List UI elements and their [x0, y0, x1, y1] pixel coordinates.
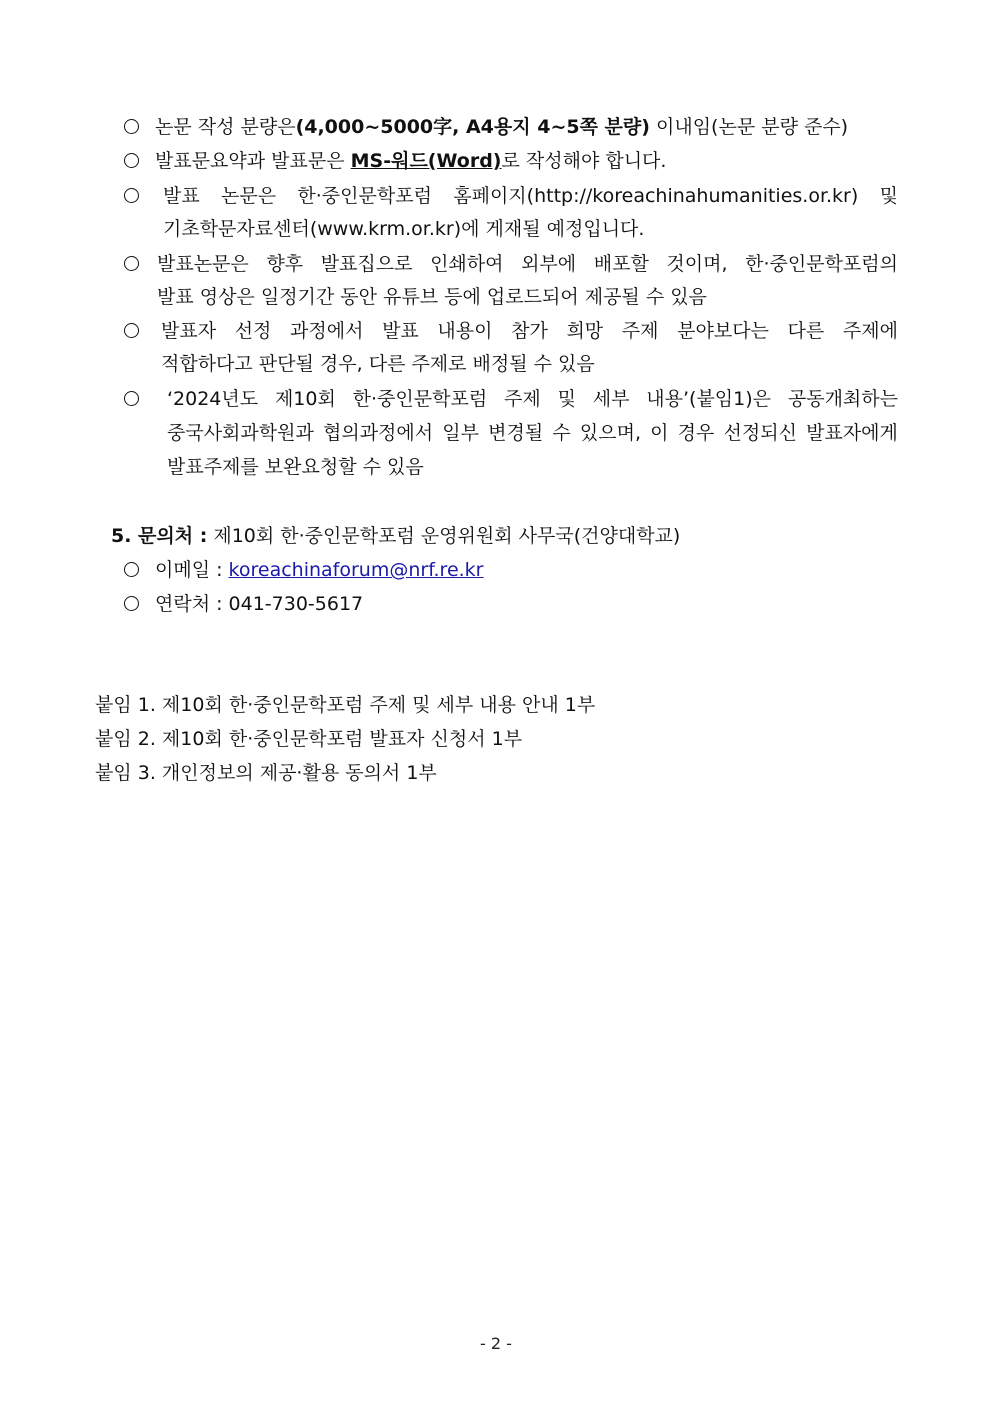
contact-email-row: 이메일 : koreachinaforum@nrf.re.kr	[0, 553, 992, 587]
note-item-length	[0, 110, 992, 144]
note-text-justified: 발표논문은 향후 발표집으로 인쇄하여 외부에 배포할 것이며, 한·중인문학포럼의	[157, 253, 898, 275]
contact-phone-row: 연락처 : 041-730-5617	[0, 587, 992, 621]
note-item-selection	[0, 314, 992, 348]
page-number: - 2 -	[480, 1334, 512, 1353]
circle-bullet-icon	[124, 562, 139, 577]
attachment-item: 붙임 3. 개인정보의 제공·활용 동의서 1부	[95, 762, 437, 784]
attachment-item: 붙임 2. 제10회 한·중인문학포럼 발표자 신청서 1부	[95, 728, 523, 750]
note-text-justified: 발표자 선정 과정에서 발표 내용이 참가 희망 주제 분야보다는 다른 주제에	[161, 320, 898, 342]
note-text: 논문 작성 분량은(4,000~5000字, A4용지 4~5쪽 분량) 이내임(논문 분량 준수)	[155, 116, 849, 138]
note-continuation	[0, 416, 992, 450]
note-continuation: 발표주제를 보완요청할 수 있음	[167, 456, 424, 478]
circle-bullet-icon	[124, 188, 139, 203]
note-text: 발표문요약과 발표문은 MS-워드(Word)로 작성해야 합니다.	[155, 150, 667, 172]
note-text-justified: ‘2024년도 제10회 한·중인문학포럼 주제 및 세부 내용’(붙임1)은 공동개최하는	[167, 388, 898, 410]
circle-bullet-icon	[124, 596, 139, 611]
note-item-distribution	[0, 247, 992, 281]
note-continuation: 기초학문자료센터(www.krm.or.kr)에 게재될 예정입니다.	[163, 218, 645, 240]
note-item-publication	[0, 179, 992, 213]
contact-heading: 5. 문의처 : 제10회 한·중인문학포럼 운영위원회 사무국(건양대학교)	[111, 525, 681, 547]
note-continuation: 적합하다고 판단될 경우, 다른 주제로 배정될 수 있음	[161, 353, 595, 375]
note-text-justified: 발표 논문은 한·중인문학포럼 홈페이지(http://koreachinahumanities.or.kr) 및	[163, 185, 898, 207]
circle-bullet-icon	[124, 323, 139, 338]
circle-bullet-icon	[124, 119, 139, 134]
email-link[interactable]: koreachinaforum@nrf.re.kr	[228, 559, 484, 581]
note-item-topic-change	[0, 382, 992, 416]
phone-number: 041-730-5617	[228, 593, 364, 615]
attachment-item: 붙임 1. 제10회 한·중인문학포럼 주제 및 세부 내용 안내 1부	[95, 694, 596, 716]
note-text-justified: 중국사회과학원과 협의과정에서 일부 변경될 수 있으며, 이 경우 선정되신 발표자에게	[167, 422, 898, 444]
note-item-format	[0, 144, 992, 178]
circle-bullet-icon	[124, 153, 139, 168]
circle-bullet-icon	[124, 391, 139, 406]
circle-bullet-icon	[124, 256, 139, 271]
note-continuation: 발표 영상은 일정기간 동안 유튜브 등에 업로드되어 제공될 수 있음	[157, 286, 707, 308]
